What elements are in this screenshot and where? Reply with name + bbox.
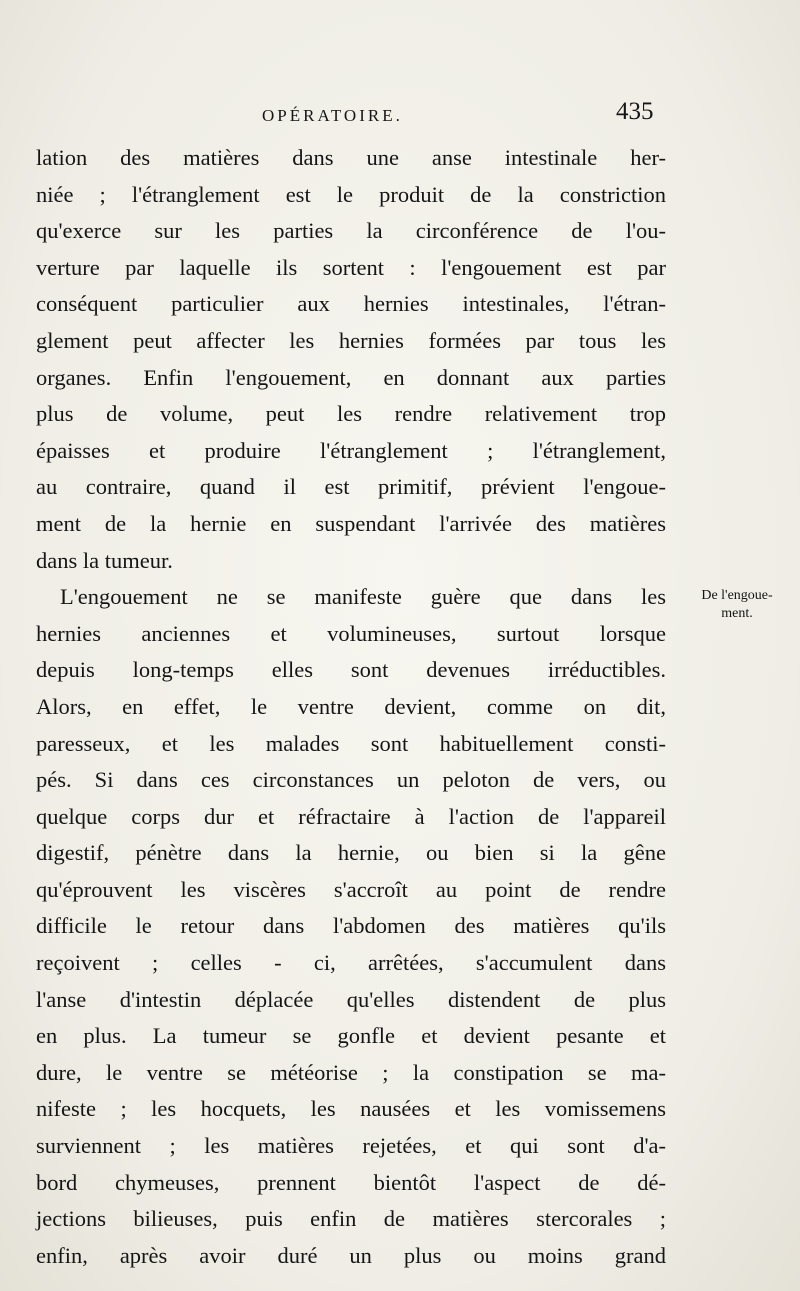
text-line: dans la tumeur. xyxy=(36,547,173,573)
text-line: nifeste ; les hocquets, les nausées et les vomissemens xyxy=(36,1096,666,1122)
text-line: bord chymeuses, prennent bientôt l'aspect de dé- xyxy=(36,1169,666,1195)
body-text xyxy=(36,140,666,1274)
running-title: OPÉRATOIRE. xyxy=(262,106,403,125)
text-line: au contraire, quand il est primitif, prévient l'engoue- xyxy=(36,474,666,500)
text-line: épaisses et produire l'étranglement ; l'étranglement, xyxy=(36,437,666,463)
text-line: jections bilieuses, puis enfin de matières stercorales ; xyxy=(36,1206,666,1232)
margin-note: De l'engoue- ment. xyxy=(701,588,773,621)
text-line: niée ; l'étranglement est le produit de la constriction xyxy=(36,181,666,207)
text-line: qu'éprouvent les viscères s'accroît au point de rendre xyxy=(36,876,666,902)
text-line: surviennent ; les matières rejetées, et qui sont d'a- xyxy=(36,1133,666,1159)
text-line: reçoivent ; celles - ci, arrêtées, s'accumulent dans xyxy=(36,950,666,976)
page-number: 435 xyxy=(616,98,654,125)
text-line: paresseux, et les malades sont habituellement consti- xyxy=(36,730,666,756)
text-line: glement peut affecter les hernies formées par tous les xyxy=(36,327,666,353)
text-line: Alors, en effet, le ventre devient, comme on dit, xyxy=(36,693,666,719)
text-line: hernies anciennes et volumineuses, surtout lorsque xyxy=(36,620,666,646)
text-line: plus de volume, peut les rendre relativement trop xyxy=(36,401,666,427)
text-line: dure, le ventre se météorise ; la constipation se ma- xyxy=(36,1059,666,1085)
text-line: enfin, après avoir duré un plus ou moins grand xyxy=(36,1242,666,1268)
text-line: l'anse d'intestin déplacée qu'elles distendent de plus xyxy=(36,986,666,1012)
paragraph-first-line: L'engouement ne se manifeste guère que dans les xyxy=(60,584,666,610)
text-line: digestif, pénètre dans la hernie, ou bien si la gêne xyxy=(36,840,666,866)
text-line: quelque corps dur et réfractaire à l'action de l'appareil xyxy=(36,803,666,829)
text-line: qu'exerce sur les parties la circonférence de l'ou- xyxy=(36,218,666,244)
text-line: ment de la hernie en suspendant l'arrivée des matières xyxy=(36,510,666,536)
text-line: en plus. La tumeur se gonfle et devient pesante et xyxy=(36,1023,666,1049)
text-line: lation des matières dans une anse intestinale her- xyxy=(36,145,666,170)
text-line: difficile le retour dans l'abdomen des matières qu'ils xyxy=(36,913,666,939)
text-line: verture par laquelle ils sortent : l'engouement est par xyxy=(36,254,666,280)
text-line: organes. Enfin l'engouement, en donnant aux parties xyxy=(36,364,666,390)
text-line: depuis long-temps elles sont devenues irréductibles. xyxy=(36,657,666,683)
text-line: conséquent particulier aux hernies intestinales, l'étran- xyxy=(36,291,666,317)
text-line: pés. Si dans ces circonstances un peloton de vers, ou xyxy=(36,767,666,793)
